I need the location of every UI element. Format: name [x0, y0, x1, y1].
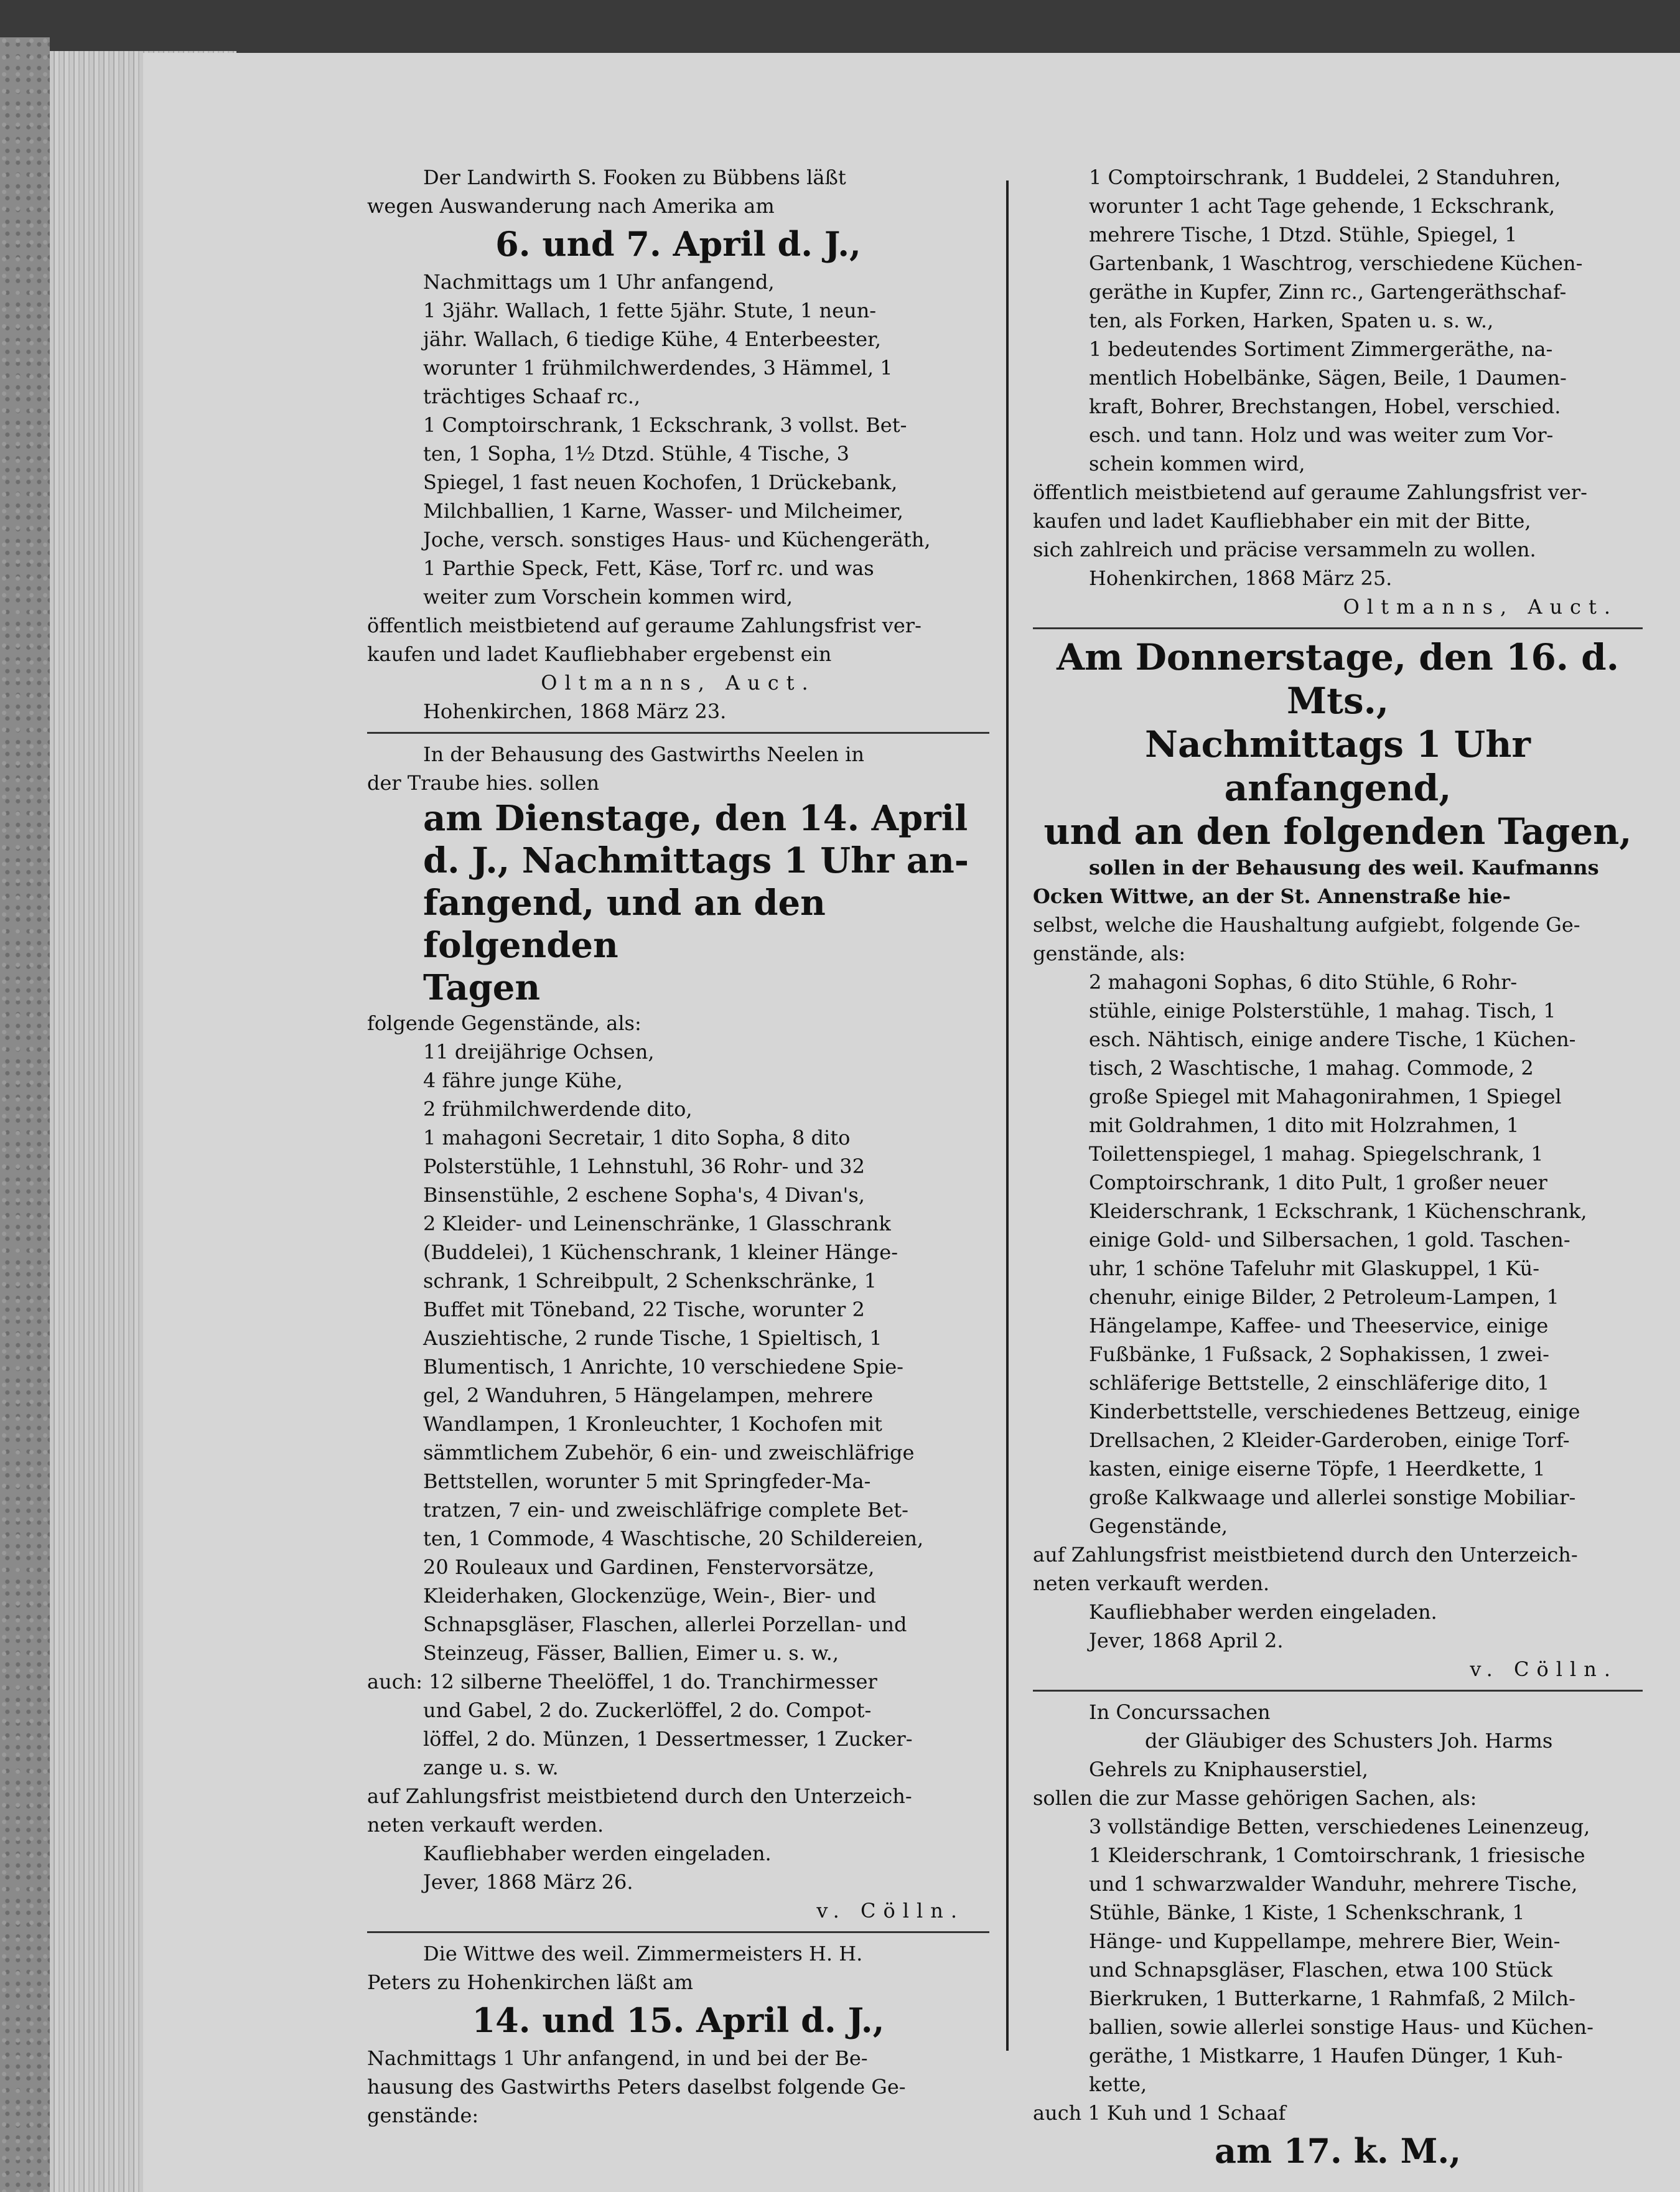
notice-intro-line: In Concurssachen	[1089, 1700, 1271, 1724]
notice-line: kraft, Bohrer, Brechstangen, Hobel, verschied.	[1089, 395, 1561, 418]
notice-line: und 1 schwarzwalder Wanduhr, mehrere Tische,	[1089, 1872, 1578, 1896]
notice-headline: Nachmittags 1 Uhr anfangend,	[1145, 723, 1531, 809]
notice-line: 2 mahagoni Sophas, 6 dito Stühle, 6 Rohr-	[1089, 970, 1518, 994]
notice-fooken	[367, 163, 989, 726]
notice-closing-line: kaufen und ladet Kaufliebhaber ein mit der Bitte,	[1033, 509, 1531, 533]
notice-also-line: auch 1 Kuh und 1 Schaaf	[1033, 2101, 1286, 2125]
notice-line: Gegenstände,	[1089, 1514, 1228, 1538]
notice-line: genstände:	[367, 2104, 479, 2127]
notice-line: esch. Nähtisch, einige andere Tische, 1 Küchen-	[1089, 1028, 1576, 1051]
notice-line: Kleiderschrank, 1 Eckschrank, 1 Küchenschrank,	[1089, 1199, 1587, 1223]
notice-line: und Schnapsgläser, Flaschen, etwa 100 Stück	[1089, 1958, 1552, 1982]
notice-closing-line: sich zahlreich und präcise versammeln zu wollen.	[1033, 538, 1536, 561]
notice-line: Hängelampe, Kaffee- und Theeservice, einige	[1089, 1314, 1549, 1337]
notice-line: 4 fähre junge Kühe,	[423, 1069, 623, 1092]
notice-line: trächtiges Schaaf rc.,	[423, 385, 641, 408]
notice-separator	[367, 1931, 989, 1933]
notice-line: Ausziehtische, 2 runde Tische, 1 Spieltisch, 1	[423, 1326, 882, 1350]
notice-line: 1 3jähr. Wallach, 1 fette 5jähr. Stute, 1 neun-	[423, 299, 877, 322]
notice-line: mit Goldrahmen, 1 dito mit Holzrahmen, 1	[1089, 1113, 1519, 1137]
notice-line: 2 Kleider- und Leinenschränke, 1 Glasschrank	[423, 1212, 891, 1235]
notice-line: 11 dreijährige Ochsen,	[423, 1040, 655, 1064]
notice-line: uhr, 1 schöne Tafeluhr mit Glaskuppel, 1 Kü-	[1089, 1257, 1539, 1280]
notice-line: tisch, 2 Waschtische, 1 mahag. Commode, 2	[1089, 1056, 1534, 1080]
notice-separator	[1033, 1690, 1643, 1692]
notice-line: kette,	[1089, 2073, 1147, 2096]
notice-line: kasten, einige eiserne Töpfe, 1 Heerdkette, 1	[1089, 1457, 1546, 1481]
notice-line: sämmtlichem Zubehör, 6 ein- und zweischläfrige	[423, 1441, 915, 1464]
notice-line: 1 bedeutendes Sortiment Zimmergeräthe, na-	[1089, 337, 1553, 361]
notice-intro-line: Ocken Wittwe, an der St. Annenstraße hie-	[1033, 884, 1511, 908]
notice-line: Joche, versch. sonstiges Haus- und Küchengeräth,	[423, 528, 931, 551]
notice-closing-line: neten verkauft werden.	[1033, 1571, 1270, 1595]
notice-line: Kleiderhaken, Glockenzüge, Wein-, Bier- und	[423, 1584, 877, 1608]
place-date: Hohenkirchen, 1868 März 23.	[423, 700, 727, 723]
notice-line: weiter zum Vorschein kommen wird,	[423, 585, 793, 609]
notice-line: Blumentisch, 1 Anrichte, 10 verschiedene Spie-	[423, 1355, 903, 1379]
notice-also-line: zange u. s. w.	[423, 1756, 559, 1779]
notice-closing-line: auf Zahlungsfrist meistbietend durch den Unterzeich-	[367, 1784, 912, 1808]
notice-intro-line: Peters zu Hohenkirchen läßt am	[367, 1970, 693, 1994]
notice-line: geräthe, 1 Mistkarre, 1 Haufen Dünger, 1 Kuh-	[1089, 2044, 1563, 2068]
notice-line: ballien, sowie allerlei sonstige Haus- und Küchen-	[1089, 2015, 1594, 2039]
notice-line: chenuhr, einige Bilder, 2 Petroleum-Lampen, 1	[1089, 1285, 1559, 1309]
notice-headline: Tagen	[423, 967, 541, 1008]
notice-invite: Kaufliebhaber werden eingeladen.	[1089, 1600, 1437, 1624]
signature: v. Cölln.	[816, 1899, 964, 1923]
notice-gehrels	[1033, 1698, 1643, 2172]
notice-line: 2 frühmilchwerdende dito,	[423, 1097, 693, 1121]
scanner-backdrop-top	[0, 0, 1680, 53]
notice-peters-continued	[1033, 163, 1643, 621]
notice-line: Buffet mit Töneband, 22 Tische, worunter 2	[423, 1298, 865, 1321]
notice-line: 3 vollständige Betten, verschiedenes Leinenzeug,	[1089, 1815, 1590, 1838]
notice-line: schrank, 1 Schreibpult, 2 Schenkschränke, 1	[423, 1269, 877, 1293]
notice-line: mentlich Hobelbänke, Sägen, Beile, 1 Daumen-	[1089, 366, 1567, 390]
notice-closing-line: kaufen und ladet Kaufliebhaber ergebenst ein	[367, 642, 832, 666]
notice-line: Nachmittags 1 Uhr anfangend, in und bei der Be-	[367, 2046, 868, 2070]
notice-line: Drellsachen, 2 Kleider-Garderoben, einige Torf-	[1089, 1428, 1570, 1452]
notice-closing-line: öffentlich meistbietend auf geraume Zahlungsfrist ver-	[1033, 480, 1587, 504]
notice-line: jähr. Wallach, 6 tiedige Kühe, 4 Enterbeester,	[423, 327, 882, 351]
notice-line: 1 Kleiderschrank, 1 Comtoirschrank, 1 friesische	[1089, 1843, 1585, 1867]
notice-line: große Spiegel mit Mahagonirahmen, 1 Spiegel	[1089, 1085, 1562, 1108]
notice-intro-line: genstände, als:	[1033, 942, 1186, 965]
notice-headline: fangend, und an den folgenden	[423, 883, 826, 966]
notice-also-line: und Gabel, 2 do. Zuckerlöffel, 2 do. Compot-	[423, 1698, 872, 1722]
notice-also-line: löffel, 2 do. Münzen, 1 Dessertmesser, 1 Zucker-	[423, 1727, 913, 1751]
notice-line: hausung des Gastwirths Peters daselbst folgende Ge-	[367, 2075, 906, 2099]
notice-line: gel, 2 Wanduhren, 5 Hängelampen, mehrere	[423, 1384, 874, 1407]
notice-intro-line: der Traube hies. sollen	[367, 771, 600, 795]
notice-line: Fußbänke, 1 Fußsack, 2 Sophakissen, 1 zwei-	[1089, 1342, 1549, 1366]
notice-line: 1 Parthie Speck, Fett, Käse, Torf rc. und was	[423, 556, 874, 580]
notice-line: geräthe in Kupfer, Zinn rc., Gartengeräthschaf-	[1089, 280, 1567, 304]
notice-headline: am Dienstage, den 14. April	[423, 798, 968, 839]
notice-line: Bierkruken, 1 Butterkarne, 1 Rahmfaß, 2 Milch-	[1089, 1987, 1575, 2010]
notice-separator	[367, 732, 989, 734]
notice-line: Comptoirschrank, 1 dito Pult, 1 großer neuer	[1089, 1171, 1547, 1194]
notice-line: Toilettenspiegel, 1 mahag. Spiegelschrank, 1	[1089, 1142, 1544, 1166]
notice-line: Gartenbank, 1 Waschtrog, verschiedene Küchen-	[1089, 251, 1583, 275]
notice-intro-line: Die Wittwe des weil. Zimmermeisters H. H.	[423, 1942, 863, 1965]
notice-intro-line: der Gläubiger des Schusters Joh. Harms	[1145, 1729, 1553, 1753]
notice-closing-line: öffentlich meistbietend auf geraume Zahlungsfrist ver-	[367, 614, 922, 637]
auction-date: am 17. k. M.,	[1214, 2131, 1462, 2171]
notice-headline: d. J., Nachmittags 1 Uhr an-	[423, 840, 969, 881]
auctioneer-signature: Oltmanns, Auct.	[541, 671, 816, 695]
notice-line: esch. und tann. Holz und was weiter zum Vor-	[1089, 423, 1554, 447]
notice-line: schläferige Bettstelle, 2 einschläferige dito, 1	[1089, 1371, 1550, 1395]
notice-line: stühle, einige Polsterstühle, 1 mahag. Tisch, 1	[1089, 999, 1556, 1023]
notice-line: große Kalkwaage und allerlei sonstige Mobiliar-	[1089, 1486, 1576, 1509]
column-divider	[1006, 180, 1009, 2051]
notice-line: ten, 1 Sopha, 1½ Dtzd. Stühle, 4 Tische, 3	[423, 442, 849, 466]
auction-date: 6. und 7. April d. J.,	[495, 224, 861, 264]
notice-headline: und an den folgenden Tagen,	[1043, 810, 1632, 853]
place-date: Jever, 1868 März 26.	[423, 1870, 633, 1894]
notice-intro-line: wegen Auswanderung nach Amerika am	[367, 194, 775, 218]
notice-neelen	[367, 740, 989, 1925]
notice-line: ten, 1 Commode, 4 Waschtische, 20 Schildereien,	[423, 1527, 924, 1550]
notice-line: worunter 1 acht Tage gehende, 1 Eckschrank,	[1089, 194, 1556, 218]
notice-line: einige Gold- und Silbersachen, 1 gold. Taschen-	[1089, 1228, 1570, 1252]
notice-line: Stühle, Bänke, 1 Kiste, 1 Schenkschrank, 1	[1089, 1901, 1525, 1924]
notice-invite: Kaufliebhaber werden eingeladen.	[423, 1842, 772, 1865]
notice-line: schein kommen wird,	[1089, 452, 1305, 475]
notice-headline: Am Donnerstage, den 16. d. Mts.,	[1057, 636, 1619, 722]
notice-ocken	[1033, 635, 1643, 1684]
auction-date: 14. und 15. April d. J.,	[472, 2000, 885, 2040]
notice-also-line: auch: 12 silberne Theelöffel, 1 do. Tranchirmesser	[367, 1670, 877, 1693]
notice-intro-line: sollen in der Behausung des weil. Kaufmanns	[1089, 856, 1599, 879]
notice-line: ten, als Forken, Harken, Spaten u. s. w.,	[1089, 309, 1494, 332]
notice-line: Milchballien, 1 Karne, Wasser- und Milcheimer,	[423, 499, 903, 523]
notice-line: Wandlampen, 1 Kronleuchter, 1 Kochofen mit	[423, 1412, 882, 1436]
place-date: Jever, 1868 April 2.	[1089, 1629, 1284, 1652]
notice-line: 1 Comptoirschrank, 1 Eckschrank, 3 vollst. Bet-	[423, 413, 907, 437]
notice-line: 1 Comptoirschrank, 1 Buddelei, 2 Standuhren,	[1089, 166, 1561, 189]
notice-line: (Buddelei), 1 Küchenschrank, 1 kleiner Hänge-	[423, 1240, 898, 1264]
notice-line: Bettstellen, worunter 5 mit Springfeder-Ma-	[423, 1469, 871, 1493]
notice-line: worunter 1 frühmilchwerdendes, 3 Hämmel, 1	[423, 356, 893, 380]
notice-closing-line: auf Zahlungsfrist meistbietend durch den Unterzeich-	[1033, 1543, 1578, 1567]
notice-line: tratzen, 7 ein- und zweischläfrige complete Bet-	[423, 1498, 908, 1522]
signature: v. Cölln.	[1470, 1657, 1618, 1681]
notice-intro-line: selbst, welche die Haushaltung aufgiebt, folgende Ge-	[1033, 913, 1580, 937]
notice-line: Kinderbettstelle, verschiedenes Bettzeug, einige	[1089, 1400, 1580, 1423]
notice-intro-line: In der Behausung des Gastwirths Neelen in	[423, 742, 864, 766]
notice-peters	[367, 1939, 989, 2130]
notice-line: Polsterstühle, 1 Lehnstuhl, 36 Rohr- und 32	[423, 1155, 866, 1178]
notice-separator	[1033, 627, 1643, 629]
notice-line: 20 Rouleaux und Gardinen, Fenstervorsätze,	[423, 1555, 875, 1579]
notice-line: Binsenstühle, 2 eschene Sopha's, 4 Divan's,	[423, 1183, 865, 1207]
notice-line: Hänge- und Kuppellampe, mehrere Bier, Wein-	[1089, 1929, 1561, 1953]
notice-intro-line: sollen die zur Masse gehörigen Sachen, als:	[1033, 1786, 1477, 1810]
left-column	[367, 163, 989, 2130]
notice-line: Nachmittags um 1 Uhr anfangend,	[423, 270, 775, 294]
right-column	[1033, 163, 1643, 2175]
notice-line: Steinzeug, Fässer, Ballien, Eimer u. s. w.,	[423, 1641, 839, 1665]
notice-lead: folgende Gegenstände, als:	[367, 1011, 642, 1035]
place-date: Hohenkirchen, 1868 März 25.	[1089, 566, 1393, 590]
notice-line: mehrere Tische, 1 Dtzd. Stühle, Spiegel, 1	[1089, 223, 1518, 246]
auctioneer-signature: Oltmanns, Auct.	[1343, 595, 1618, 619]
notice-intro-line: Der Landwirth S. Fooken zu Bübbens läßt	[423, 166, 846, 189]
notice-line: Schnapsgläser, Flaschen, allerlei Porzellan- und	[423, 1613, 907, 1636]
scanner-backdrop-left	[0, 37, 50, 2192]
notice-closing-line: neten verkauft werden.	[367, 1813, 604, 1837]
notice-intro-line: Gehrels zu Kniphauserstiel,	[1089, 1758, 1368, 1781]
notice-line: 1 mahagoni Secretair, 1 dito Sopha, 8 dito	[423, 1126, 851, 1150]
notice-line: Spiegel, 1 fast neuen Kochofen, 1 Drückebank,	[423, 471, 898, 494]
